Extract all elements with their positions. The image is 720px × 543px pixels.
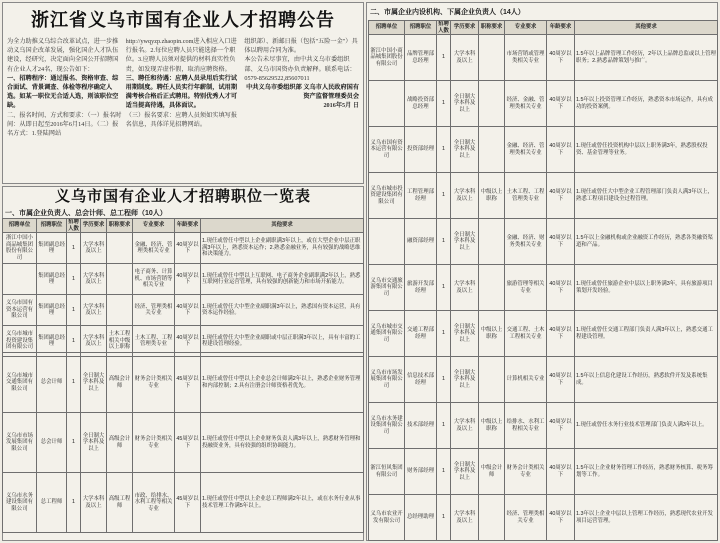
table-cell: 全日制大学本科及以上 [451,311,479,357]
table-cell: 1 [67,326,81,357]
table-cell: 1 [437,81,451,127]
table-cell: 1.现任或曾任大中型企业副职满3年以上，熟悉国有资本运营，具有资本运作经验。 [201,295,364,326]
table-cell: 1 [437,403,451,449]
table-cell: 总会计师 [37,413,67,473]
table-cell: 土木工程相关中级以上职称 [107,326,133,357]
table-cell: 40周岁以下 [175,295,201,326]
table-cell: 全日制大学本科及以上 [81,413,107,473]
announcement-date: 2016年5月 日 [323,102,360,110]
table-cell: 40周岁以下 [547,403,575,449]
table-cell [479,495,505,541]
table-cell: 40周岁以下 [547,219,575,265]
table-cell: 1.现任或曾任大中型企业工程管理部门负责人满3年以上，熟悉工程项目建设全过程管理。 [575,173,718,219]
table-cell: 1.现任或曾任交通工程部门负责人满3年以上，熟悉交通工程建设管理。 [575,311,718,357]
table-header-row [3,219,364,233]
table-cell [369,81,405,127]
table-cell: 1 [437,35,451,81]
table-cell: 义乌市市场发展集团有限公司 [369,357,405,403]
table-cell: 1.现任或曾任中型以上企业总工程师满2年以上，或在水务行业从事技术管理工作满5年以上。 [201,473,364,533]
column-header: 学历要求 [451,21,479,35]
column-header: 招聘职位 [405,21,437,35]
table-cell: 金融、经济、财务类相关专业 [505,219,547,265]
table-cell: 中级以上职称 [479,311,505,357]
table-cell: 40周岁以下 [175,233,201,264]
table-cell: 大学本科及以上 [81,264,107,295]
table-cell: 经济、管理类相关专业 [133,295,175,326]
table-cell: 大学本科及以上 [451,495,479,541]
table-cell: 总经理助理 [405,495,437,541]
table-cell: 40周岁以下 [547,311,575,357]
table-row [3,264,364,295]
table-cell: 1 [437,127,451,173]
table-cell: 义乌市城市投资建设集团有限公司 [3,326,37,357]
table-cell: 信息技术部经理 [405,357,437,403]
table-cell: 交通工程部经理 [405,311,437,357]
table-cell: 1.现任或曾任中型以上企业总会计师满2年以上，熟悉企业财务管理和内部控制；2.具有注册会计师资格者优先。 [201,353,364,413]
table-row [369,81,718,127]
column-header: 招聘人数 [68,219,79,232]
table-cell: 全日制大学本科及以上 [451,449,479,495]
table-cell: 1.现任或曾任投资机构中层以上职务满3年，熟悉股权投资、基金管理等业务。 [575,127,718,173]
table-cell: 义乌市交通旅游集团有限公司 [369,265,405,311]
table-row [369,449,718,495]
table-cell [107,295,133,326]
announcement-paragraph: 本公告未尽事宜，由中共义乌市委组织部、义乌市国资办负责解释。联系电话：0579-85629522,85607011 [244,56,356,82]
announcement-title: 浙江省义乌市国有企业人才招聘公告 [31,10,335,30]
table-cell: 土木工程、工程管理类专业 [133,326,175,357]
list-title: 义乌市国有企业人才招聘职位一览表 [54,188,311,205]
table-cell [107,264,133,295]
announcement-paragraph: 组织部）、新邮日报（包括"五险一金"）具体以聘用合同为准。 [244,38,358,55]
table-cell: 高级会计师 [107,413,133,473]
table-cell: 全日制大学本科及以上 [451,357,479,403]
table-cell: 经济、管理类相关专业 [505,495,547,541]
table-cell: 中级以上职称 [479,403,505,449]
table-cell: 义乌市水务建设集团有限公司 [369,403,405,449]
table-cell: 1 [67,295,81,326]
table-row [369,35,718,81]
table-cell: 大学本科及以上 [451,35,479,81]
table-cell: 40周岁以下 [547,449,575,495]
table-cell: 义乌市城市投资建设集团有限公司 [369,173,405,219]
table-cell: 大学本科及以上 [81,326,107,357]
column-header: 其他要求 [201,219,364,233]
table-cell: 大学本科及以上 [451,265,479,311]
table-cell: 1.5年以上信息化建设工作经历，熟悉软件开发及系统集成。 [575,357,718,403]
table-cell: 全日制大学本科及以上 [451,81,479,127]
table-cell: 浙江恒风集团有限公司 [369,449,405,495]
table-cell: 1 [437,449,451,495]
table-cell: 40周岁以下 [547,265,575,311]
table-cell: 全日制大学本科及以上 [451,127,479,173]
table-cell: 1 [67,473,81,533]
table-cell [479,357,505,403]
table-cell: 1 [437,219,451,265]
table-cell: 45周岁以下 [175,413,201,473]
table-cell: 40周岁以下 [547,357,575,403]
table-cell: 工程管理部经理 [405,173,437,219]
table-row [369,173,718,219]
table-cell: 1.5年以上投资管理工作经历，熟悉资本市场运作，具有成功的投资案例。 [575,81,718,127]
table-cell: 总会计师 [37,353,67,413]
table-cell: 大学本科及以上 [81,295,107,326]
table-row [3,295,364,326]
table-cell: 1 [67,413,81,473]
table-row [369,311,718,357]
table-cell: 1 [437,173,451,219]
table-cell: 40周岁以下 [175,326,201,357]
table-cell: 浙江中国小商品城集团股份有限公司 [3,233,37,264]
table-cell: 电子商务、计算机、市场营销等相关专业 [133,264,175,295]
table-cell: 集团副总经理 [37,264,67,295]
table-cell: 1 [67,353,81,413]
table-cell: 1.现任或曾任旅游企业中层以上职务满3年，具有旅游项目策划开发经验。 [575,265,718,311]
announcement-col-3 [244,37,359,179]
announcement-paragraph: 三、聘任和待遇：应聘人员录用后实行试用期制度。聘任人员实行年薪制，试用期满考核合格后正式聘用。特别优秀人才可适当提高待遇，具体面议。 [125,74,238,110]
table-cell: 全日制大学本科及以上 [451,219,479,265]
table-header-row [369,21,718,35]
table-cell: 义乌市国有资本运营有限公司 [369,127,405,173]
table-cell: 旅游管理等相关专业 [505,265,547,311]
table-cell: 集团副总经理 [37,233,67,264]
table-cell: 集团副总经理 [37,295,67,326]
table-cell: 1 [437,311,451,357]
table-cell [107,233,133,264]
table-cell [479,81,505,127]
table-cell: 品牌管理部总经理 [405,35,437,81]
table-cell: 40周岁以下 [547,173,575,219]
table-cell: 总工程师 [37,473,67,533]
table-cell [479,35,505,81]
section1-title: 一、市属企业负责人、总会计师、总工程师（10人） [5,210,167,217]
column-header: 职称要求 [107,219,133,233]
table-cell: 45周岁以下 [175,473,201,533]
table-cell: 1 [67,233,81,264]
table-cell: 1.现任或曾任中型以上互联网、电子商务企业副职满2年以上，熟悉互联网行业运营管理，具有较强的创新能力和市场开拓能力。 [201,264,364,295]
table-cell: 金融、经济、管理类相关专业 [133,233,175,264]
column-header: 其他要求 [575,21,718,35]
table-cell: 义乌市城市交通集团有限公司 [3,353,37,413]
table-cell: 市场营销或管理类相关专业 [505,35,547,81]
table-cell: 45周岁以下 [175,353,201,413]
table-cell: 40周岁以下 [547,127,575,173]
table-cell: 计算机相关专业 [505,357,547,403]
announcement-col-1 [7,37,122,179]
table-cell: 大学本科及以上 [451,173,479,219]
table-row [369,219,718,265]
table-cell: 1.现任或曾任大中型企业副职或中层正职满3年以上，具有丰富的工程建设管理经验。 [201,326,364,357]
section1-table [2,218,364,357]
table-cell: 投资部经理 [405,127,437,173]
table-row [369,127,718,173]
announcement-paragraph: 二、报名时间、方式和要求：（一）报名时间：从即日起至2016年6月14日。（二）报名方式：1.登陆网站 [7,111,122,138]
table-cell [479,219,505,265]
table-cell: 高级会计师 [107,353,133,413]
table-cell: 经济、金融、管理类相关专业 [505,81,547,127]
table-cell: 中级以上职称 [479,173,505,219]
table-cell: 1.现任或曾任中型以上企业财务负责人满3年以上，熟悉财务管理和投融资业务，具有较强的组织协调能力。 [201,413,364,473]
table-cell: 全日制大学本科及以上 [81,353,107,413]
table-cell: 浙江中国小商品城集团股份有限公司 [369,35,405,81]
table-row [369,495,718,541]
section3-title: 二、市属企业内设机构、下属企业负责人（14人） [370,9,525,16]
column-header: 专业要求 [133,219,175,233]
table-cell: 中级会计师 [479,449,505,495]
announcement-col-2 [126,37,241,179]
announcement-paragraph: （三）报名要求：应聘人员须如实填写报名信息，具体详见招聘网站。 [125,111,238,128]
table-cell: 土木工程、工程管理类专业 [505,173,547,219]
table-row [3,353,364,413]
table-cell: 财务会计类相关专业 [133,413,175,473]
table-cell: 义乌市市场发展集团有限公司 [3,413,37,473]
table-cell: 40周岁以下 [547,81,575,127]
table-row [3,233,364,264]
table-cell: 义乌市城市交通集团有限公司 [369,311,405,357]
announcement-paragraph: http://ywqyzp.zhaopin.com进入相应入口进行报名。2.每位应聘人员只能选择一个职位。3.应聘人员须对提供的材料真实性负责，如发现弄虚作假，取消应聘资格。 [125,38,237,73]
table-cell: 1 [67,264,81,295]
table-cell: 义乌市水务建设集团有限公司 [3,473,37,533]
table-cell: 财务会计类相关专业 [133,353,175,413]
section3-table [368,20,718,541]
announcement-paragraph: 一、招聘程序：通过报名、资格审查、综合面试、背景调查、体检等程序确定人选。如某一职位无合适人选，则该职位空缺。 [7,74,119,110]
table-cell: 1.5年以上金融机构或企业融资工作经历，熟悉各类融资渠道和产品。 [575,219,718,265]
table-row [369,403,718,449]
table-cell: 1 [437,265,451,311]
table-cell: 旅游开发部经理 [405,265,437,311]
table-cell: 1 [437,495,451,541]
table-cell [3,264,37,295]
table-row [369,357,718,403]
table-cell: 战略投资部总经理 [405,81,437,127]
table-cell: 1.现任或曾任水务行业技术管理部门负责人满3年以上。 [575,403,718,449]
table-cell: 1.5年以上品牌管理工作经历，2年以上品牌总监或以上管理职务；2.熟悉品牌策划与推广。 [575,35,718,81]
table-cell: 1.3年以上企业中层以上管理工作经历，熟悉现代农业开发项目运营管理。 [575,495,718,541]
table-cell: 集团副总经理 [37,326,67,357]
table-cell: 交通工程、土木工程相关专业 [505,311,547,357]
table-cell: 大学本科及以上 [451,403,479,449]
announcement-paragraph: 为全力助推义乌综合改革试点，进一步推动义乌国企改革发展，强化国企人才队伍建设，经研究，决定面向全国公开招聘国有企业人才24名，现公告如下： [7,38,119,73]
table-cell: 40周岁以下 [547,495,575,541]
table-cell: 40周岁以下 [175,264,201,295]
table-cell: 义乌市农业开发有限公司 [369,495,405,541]
table-row [3,413,364,473]
table-cell: 金融、经济、管理类相关专业 [505,127,547,173]
table-row [3,473,364,533]
column-header: 招聘人数 [438,21,449,34]
announcement-signature: 中共义乌市委组织部 义乌市人民政府国有资产监督管理委员会 [246,84,360,101]
column-header: 学历要求 [81,219,107,233]
table-cell: 1.现任或曾任中型以上企业副职满3年以上，或在大型企业中层正职满3年以上，熟悉资本运作；2.熟悉金融业务，具有较强的战略思维和决策能力。 [201,233,364,264]
table-cell: 1.5年以上企业财务管理工作经历，熟悉财务核算、税务筹划等工作。 [575,449,718,495]
column-header: 招聘单位 [369,21,405,35]
table-cell [479,265,505,311]
announcement-body [7,37,359,179]
table-cell [479,127,505,173]
table-cell: 财务部经理 [405,449,437,495]
column-header: 招聘职位 [37,219,67,233]
table-cell: 义乌市国有资本运营有限公司 [3,295,37,326]
column-header: 职称要求 [479,21,505,35]
table-cell: 40周岁以下 [547,35,575,81]
table-cell: 1 [437,357,451,403]
table-cell [369,219,405,265]
table-cell: 融资部经理 [405,219,437,265]
table-row [369,265,718,311]
column-header: 招聘单位 [3,219,37,233]
table-cell: 大学本科及以上 [81,473,107,533]
table-cell: 技术部经理 [405,403,437,449]
column-header: 年龄要求 [547,21,575,35]
column-header: 年龄要求 [175,219,201,233]
table-cell: 给排水、水利工程相关专业 [505,403,547,449]
table-cell: 高级工程师 [107,473,133,533]
table-cell: 财务会计类相关专业 [505,449,547,495]
section1-table-continued [2,352,364,533]
table-cell: 市政、给排水、水利工程等相关专业 [133,473,175,533]
column-header: 专业要求 [505,21,547,35]
table-cell: 大学本科及以上 [81,233,107,264]
announcement-box [2,2,364,184]
